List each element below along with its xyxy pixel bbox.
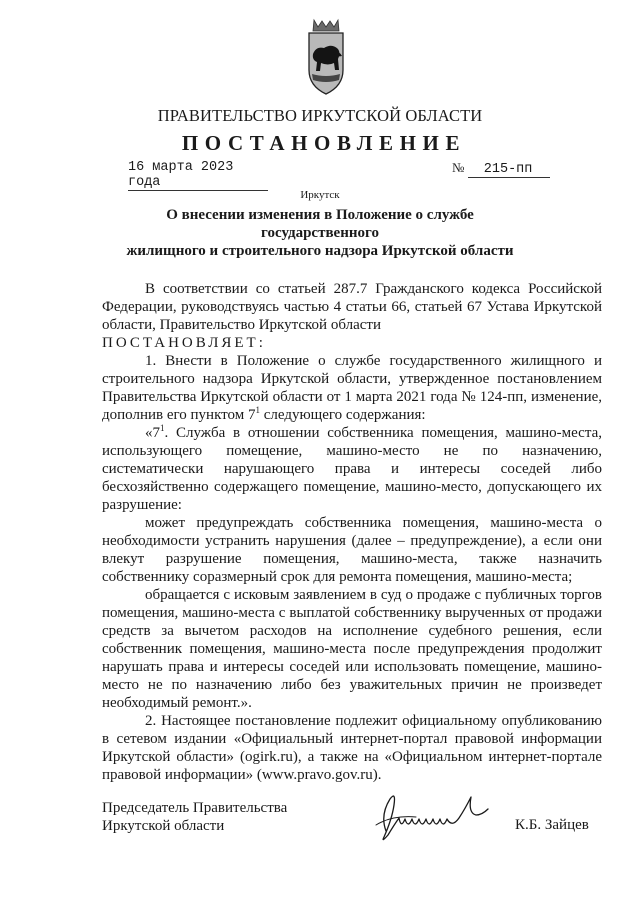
item-1-superscript: 1 xyxy=(255,405,260,415)
document-number-block xyxy=(452,160,550,178)
item-1-text: 1. Внести в Положение о службе государственного жилищного и строительного надзора Иркутской области, утвержденное постановлением Правительства Иркутской области от 1 марта 2021 года № 124-пп, изменение, дополнив его пунктом 7 xyxy=(102,353,602,423)
number-sign: № xyxy=(452,160,465,175)
signatory-name: К.Б. Зайцев xyxy=(515,817,589,833)
court-paragraph: обращается с исковым заявлением в суд о продаже с публичных торгов помещения, машино-места с выплатой собственнику вырученных от продажи средств за вычетом расходов на исполнение судебного решения, если собственник помещения, машино-места после предупреждения продолжит нарушать права и интересы соседей или использовать помещение, машино-место не по назначению либо без уважительных причин не произведет необходимый ремонт.». xyxy=(102,587,602,711)
title-line-1: О внесении изменения в Положение о службе государственного xyxy=(166,207,474,241)
decree-word: ПОСТАНОВЛЯЕТ: xyxy=(102,335,266,351)
title-line-2: жилищного и строительного надзора Иркутской области xyxy=(126,243,514,259)
document-body xyxy=(102,280,602,784)
city-name: Иркутск xyxy=(300,189,340,201)
document-date: 16 марта 2023 года xyxy=(128,160,268,191)
document-number: 215-пп xyxy=(468,162,550,178)
document-title xyxy=(120,206,520,260)
organization-name: ПРАВИТЕЛЬСТВО ИРКУТСКОЙ ОБЛАСТИ xyxy=(157,106,483,125)
signatory-position-line-2: Иркутской области xyxy=(102,818,225,834)
irkutsk-coat-of-arms-icon xyxy=(302,18,350,104)
signatory-position xyxy=(102,799,287,835)
item-2-paragraph: 2. Настоящее постановление подлежит официальному опубликованию в сетевом издании «Официальный интернет-портал правовой информации Иркутской области» (ogirk.ru), а также на «Официальном интернет-портале правовой информации» (www.pravo.gov.ru). xyxy=(102,713,602,783)
preamble-paragraph: В соответствии со статьей 287.7 Гражданского кодекса Российской Федерации, руководствуясь частью 4 статьи 66, статьей 67 Устава Иркутской области, Правительство Иркутской области xyxy=(102,281,602,333)
quoted-clause-paragraph xyxy=(102,424,602,514)
item-1-paragraph xyxy=(102,352,602,424)
item-1-tail: следующего содержания: xyxy=(259,407,426,423)
signatory-position-line-1: Председатель Правительства xyxy=(102,800,288,816)
document-type-heading: ПОСТАНОВЛЕНИЕ xyxy=(181,131,467,155)
quoted-clause-text: . Служба в отношении собственника помещения, машино-места, использующего помещение, машино-место не по назначению, систематически нарушающего права и интересы соседей либо бесхозяйственно содержащего помещение, машино-место, допускающего их разрушение: xyxy=(102,425,602,513)
quoted-clause-open: «7 xyxy=(145,425,160,441)
warning-paragraph: может предупреждать собственника помещения, машино-места о необходимости устранить нарушения (далее – предупреждение), а если они влекут разрушение помещения, машино-места, также назначить собственнику соразмерный срок для ремонта помещения, машино-места; xyxy=(102,515,602,585)
quoted-clause-superscript: 1 xyxy=(160,423,165,433)
handwritten-signature xyxy=(372,785,490,847)
